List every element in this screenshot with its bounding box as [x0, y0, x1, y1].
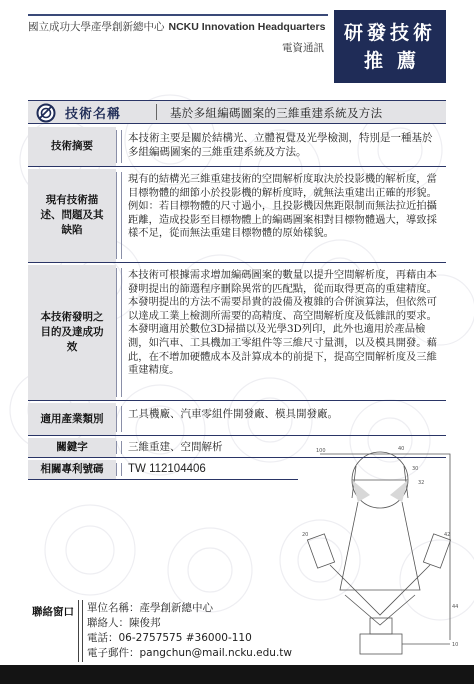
diagram-label: 32 [418, 480, 425, 486]
row-patent-label: 相關專利號碼 [28, 460, 116, 479]
footer-bar [0, 665, 474, 684]
row-summary [28, 127, 446, 167]
row-patent-text: TW 112104406 [128, 463, 206, 475]
contact-separator [78, 600, 83, 662]
header-org-zh: 國立成功大學產學創新總中心 [28, 21, 165, 33]
row-separator [116, 406, 122, 432]
row-keywords-label: 關鍵字 [28, 438, 116, 457]
system-diagram [300, 440, 472, 665]
diagram-label: 100 [316, 448, 326, 454]
row-industry-text: 工具機廠、汽車零組件開發廠、模具開發廠。 [128, 408, 338, 420]
row-problem-text: 現有的結構光三維重建技術的空間解析度取決於投影機的解析度，當目標物體的細節小於投影機的解析度時，就無法重建出正確的形貌。例如：若目標物體的尺寸過小，且投影機因焦距限制而無法拉近拍攝距離，造成投影至目標物體上的編碼圖案相對目標物體過大，導致採樣不足，從而無法重建目標物體的原始樣貌。 [128, 173, 437, 240]
row-summary-label: 技術摘要 [28, 127, 116, 166]
diagram-label: 10 [452, 642, 459, 648]
row-invention [28, 265, 446, 401]
row-keywords [28, 438, 446, 458]
diagram-label: 44 [452, 604, 459, 610]
tech-name-divider [156, 104, 157, 120]
row-problem [28, 169, 446, 263]
row-separator [116, 130, 122, 163]
row-separator [116, 441, 122, 454]
contact-unit: 單位名稱：產學創新總中心 [87, 602, 213, 614]
row-keywords-text: 三維重建、空間解析 [128, 441, 223, 453]
page-title [334, 10, 446, 83]
contact-person: 聯絡人：陳俊邦 [87, 617, 161, 629]
row-patent [28, 460, 298, 480]
tech-name-label: 技術名稱 [65, 107, 122, 122]
row-separator [116, 463, 122, 476]
contact-info [87, 601, 292, 661]
contact-label: 聯絡窗口 [32, 606, 74, 618]
row-invention-label: 本技術發明之目的及達成功效 [28, 265, 116, 400]
contact-phone: 電話：06-2757575 #36000-110 [87, 632, 252, 644]
diagram-label: 20 [302, 532, 309, 538]
diagram-label: 30 [412, 466, 419, 472]
header-org-en: NCKU Innovation Headquarters [168, 21, 326, 33]
header-org [28, 19, 325, 34]
header-rule [28, 14, 328, 16]
diagram-label: 42 [444, 532, 451, 538]
row-invention-text: 本技術可根據需求增加編碼圖案的數量以提升空間解析度，再藉由本發明提出的篩選程序刪除異常的匹配點，從而取得更高的重建精度。本發明提出的方法不需要昂貴的設備及複雜的合併演算法，但依然可以達成工業上檢測所需要的高精度、高空間解析度及低雜訊的要求。本發明適用於數位3D掃描以及光學3D列印，此外也適用於產品檢測，如汽車、工具機加工零組件等三維尺寸量測，以及模具開發。藉此，在不增加硬體成本及計算成本的前提下，提高空間解析度及三維重建精度。 [128, 269, 437, 377]
row-problem-label: 現有技術描述、問題及其缺陷 [28, 169, 116, 262]
row-separator [116, 172, 122, 259]
title-line-1: 研發技術 [343, 21, 436, 44]
header-category: 電資通訊 [282, 42, 324, 54]
diagram-label: 40 [398, 446, 405, 452]
row-industry-label: 適用產業類別 [28, 403, 116, 435]
tech-name-value: 基於多組編碼圖案的三維重建系統及方法 [170, 106, 383, 120]
title-line-2: 推薦 [363, 49, 430, 72]
row-industry [28, 403, 446, 436]
tech-name-bar [28, 100, 446, 124]
contact-email[interactable]: 電子郵件：pangchun@mail.ncku.edu.tw [87, 647, 292, 659]
row-summary-text: 本技術主要是關於結構光、立體視覺及光學檢測，特別是一種基於多組編碼圖案的三維重建系統及方法。 [128, 132, 433, 158]
ncku-logo-icon [36, 103, 56, 123]
row-separator [116, 268, 122, 397]
